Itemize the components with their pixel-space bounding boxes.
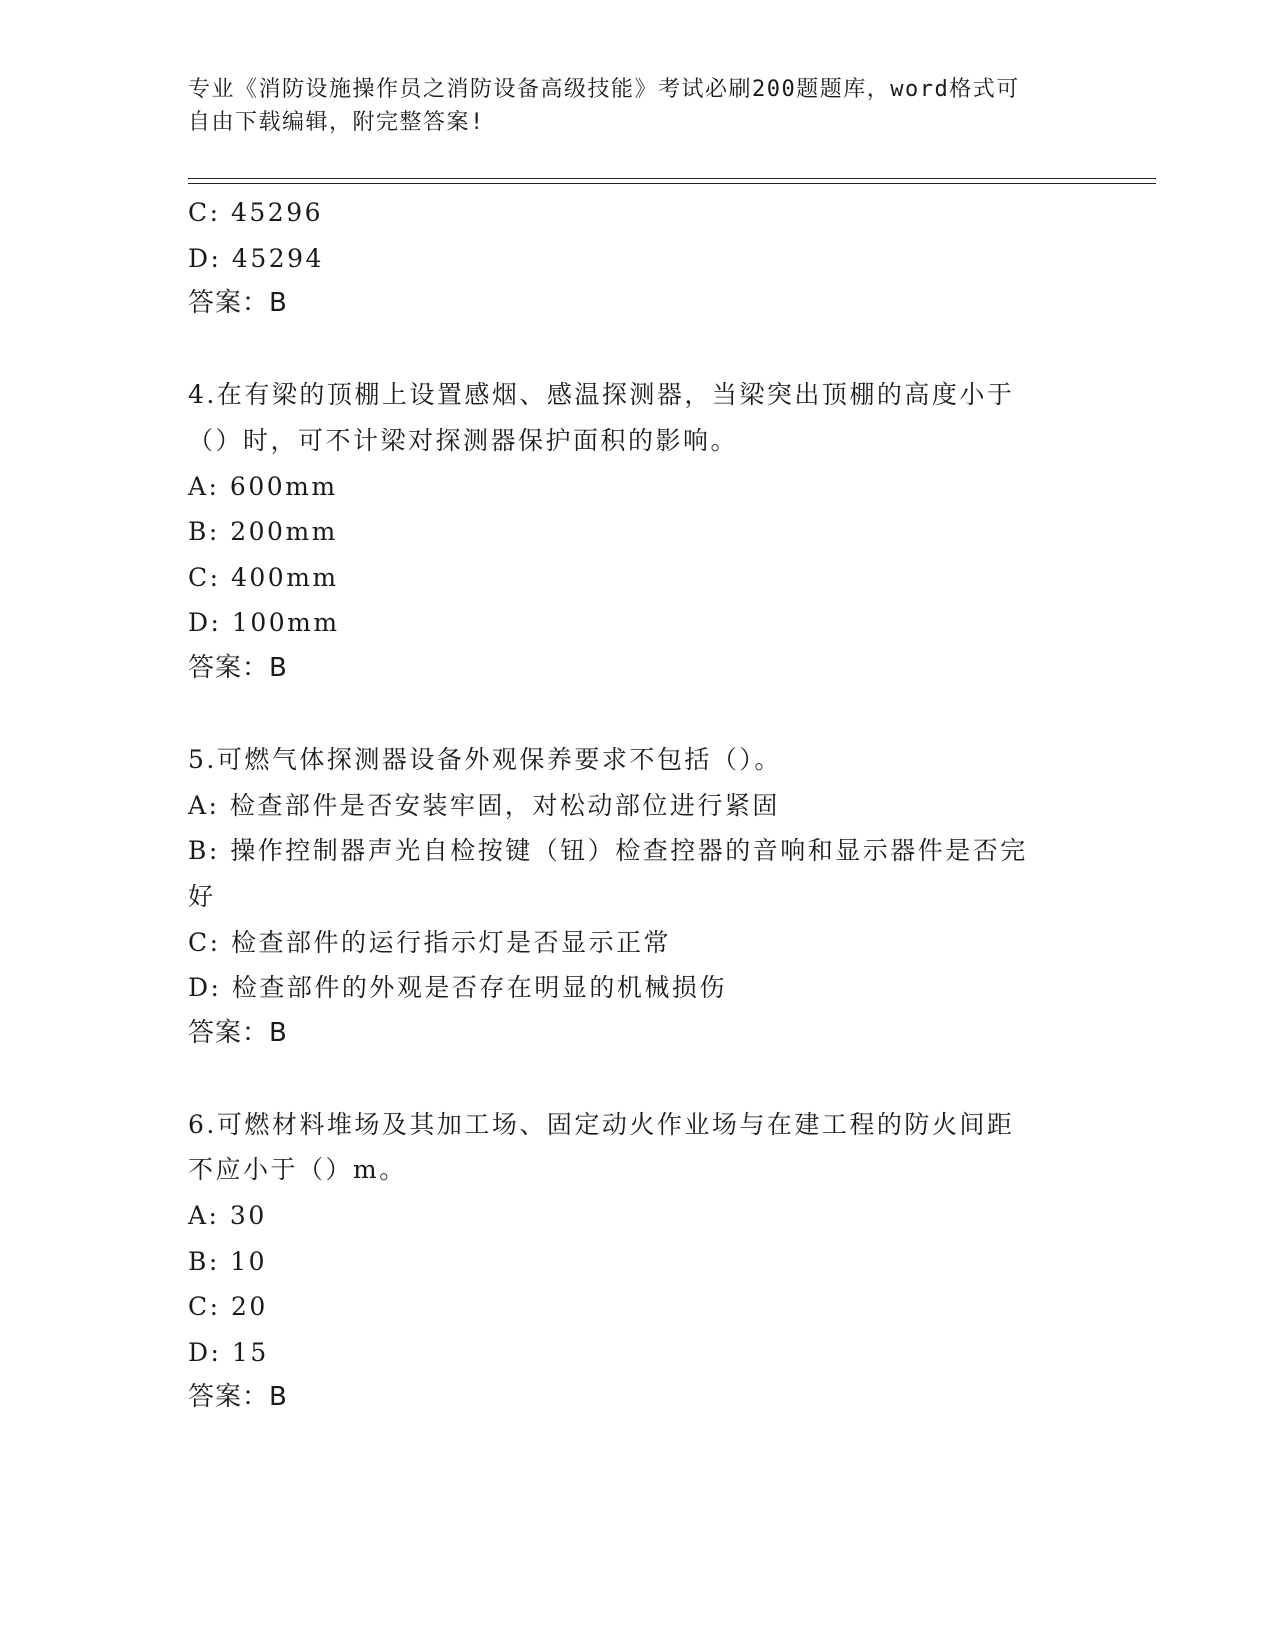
option-d: D: 15 xyxy=(188,1337,269,1367)
option-c: C: 45296 xyxy=(188,198,324,227)
answer-line: 答案：B xyxy=(188,652,288,683)
question-stem-line: 6.可燃材料堆场及其加工场、固定动火作业场与在建工程的防火间距 xyxy=(188,1109,1015,1139)
answer-line: 答案：B xyxy=(188,288,288,319)
option-d: D: 45294 xyxy=(188,243,324,273)
option-b-continued: 好 xyxy=(188,881,216,911)
option-a: A: 30 xyxy=(188,1201,267,1231)
question-stem-line: 4.在有梁的顶棚上设置感烟、感温探测器，当梁突出顶棚的高度小于 xyxy=(188,380,1015,410)
document-header xyxy=(188,73,1088,139)
option-b: B: 操作控制器声光自检按键（钮）检查控器的音响和显示器件是否完 xyxy=(188,836,1028,866)
question-5 xyxy=(188,737,1088,1056)
option-c: C: 检查部件的运行指示灯是否显示正常 xyxy=(188,927,671,957)
header-line-1: 专业《消防设施操作员之消防设备高级技能》考试必刷200题题库，word格式可 xyxy=(188,77,1020,102)
question-6 xyxy=(188,1102,1088,1421)
answer-line: 答案：B xyxy=(188,1017,288,1048)
option-c: C: 20 xyxy=(188,1292,268,1322)
question-4 xyxy=(188,372,1088,691)
header-divider-bottom xyxy=(188,183,1156,184)
option-b: B: 10 xyxy=(188,1246,268,1276)
answer-line: 答案：B xyxy=(188,1382,288,1413)
question-stem-line: 5.可燃气体探测器设备外观保养要求不包括（）。 xyxy=(188,745,782,775)
document-body xyxy=(188,190,1088,1421)
option-b: B: 200mm xyxy=(188,517,338,547)
header-line-2: 自由下载编辑，附完整答案! xyxy=(188,110,485,135)
option-c: C: 400mm xyxy=(188,562,339,592)
option-d: D: 100mm xyxy=(188,608,340,638)
question-3-partial xyxy=(188,190,1088,327)
option-d: D: 检查部件的外观是否存在明显的机械损伤 xyxy=(188,973,727,1003)
question-stem-line: （）时，可不计梁对探测器保护面积的影响。 xyxy=(188,425,739,455)
option-a: A: 检查部件是否安装牢固，对松动部位进行紧固 xyxy=(188,790,780,820)
question-stem-line: 不应小于（）m。 xyxy=(188,1155,407,1185)
option-a: A: 600mm xyxy=(188,471,338,501)
header-divider-top xyxy=(188,178,1156,179)
